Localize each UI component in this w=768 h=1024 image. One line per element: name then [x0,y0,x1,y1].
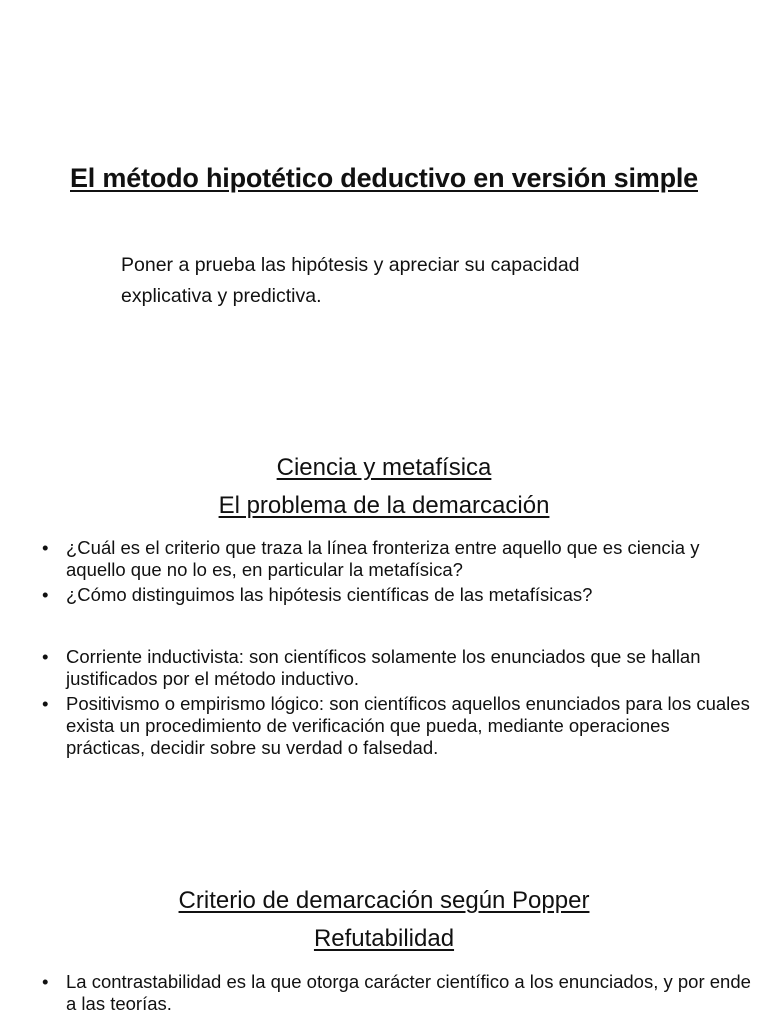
bullet-icon: • [42,646,49,667]
bullet-icon: • [42,584,49,605]
list-item-text: ¿Cómo distinguimos las hipótesis científicas de las metafísicas? [66,584,593,605]
bullet-icon: • [42,537,49,558]
slide-title: El método hipotético deductivo en versión simple [70,163,698,193]
list-item [42,584,752,606]
currents-list [42,646,752,762]
list-item [42,537,752,581]
section-heading-demarcation [0,449,768,525]
bullet-icon: • [42,971,49,992]
list-item-text: La contrastabilidad es la que otorga carácter científico a los enunciados, y por ende a las teorías. [66,971,751,1014]
questions-list [42,537,752,609]
list-item-text: Corriente inductivista: son científicos solamente los enunciados que se hallan justificados por el método inductivo. [66,646,701,689]
list-item [42,693,752,759]
list-item-text: Positivismo o empirismo lógico: son científicos aquellos enunciados para los cuales exista un procedimiento de verificación que pueda, mediante operaciones prácticas, decidir sobre su verdad o falsedad. [66,693,750,758]
popper-list [42,971,752,1018]
list-item [42,646,752,690]
list-item [42,971,752,1015]
list-item-text: ¿Cuál es el criterio que traza la línea fronteriza entre aquello que es ciencia y aquello que no lo es, en particular la metafísica? [66,537,700,580]
bullet-icon: • [42,693,49,714]
section-heading-line-1: Criterio de demarcación según Popper [178,887,590,914]
section-heading-popper [0,882,768,958]
section-heading-line-1: Ciencia y metafísica [276,454,492,481]
section-heading-line-2: Refutabilidad [313,925,455,952]
section-heading-line-2: El problema de la demarcación [218,492,550,519]
slide-subtext: Poner a prueba las hipótesis y apreciar su capacidad explicativa y predictiva. [121,254,580,307]
